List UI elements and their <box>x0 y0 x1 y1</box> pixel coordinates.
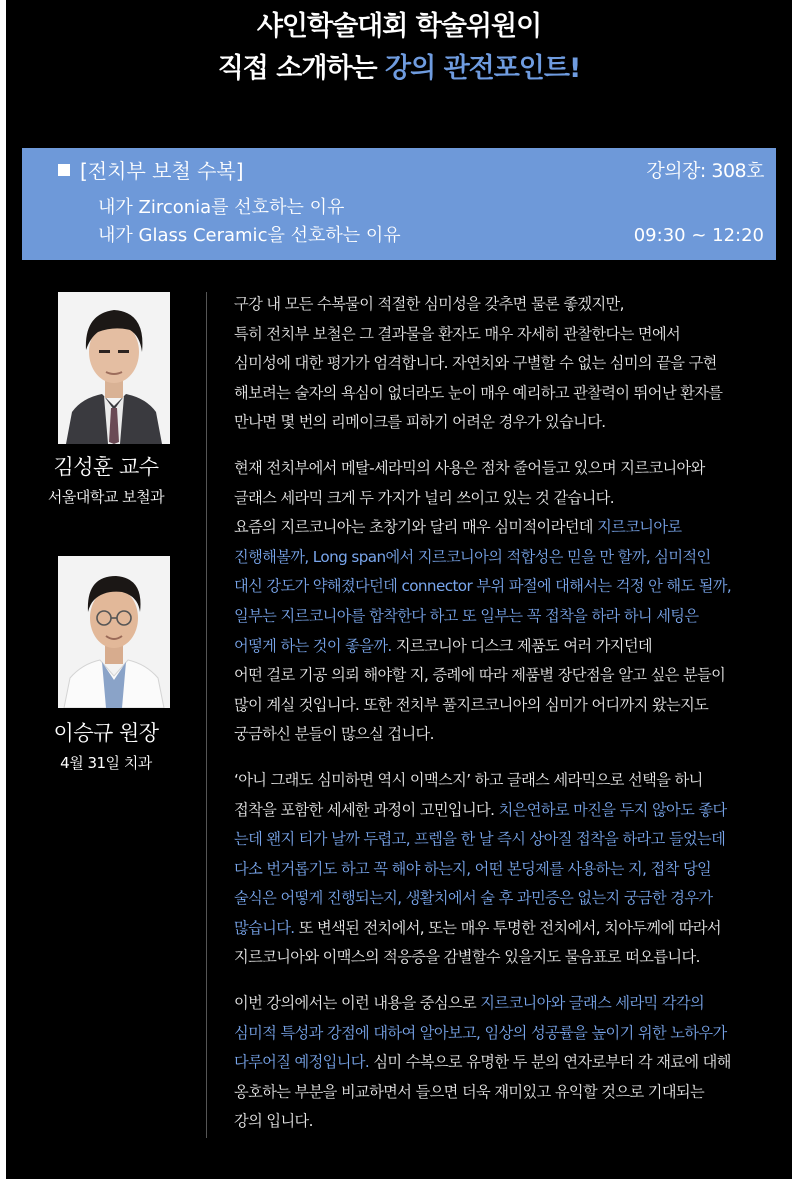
lecture-room: 강의장: 308호 <box>646 160 764 182</box>
paragraph-line <box>234 602 782 632</box>
paragraph-line <box>234 379 782 409</box>
paragraph-line <box>234 1078 782 1108</box>
speaker-photo-1 <box>58 292 170 444</box>
speaker-photo-2 <box>58 556 170 708</box>
body-text: 심미성에 대한 평가가 엄격합니다. 자연치와 구별할 수 없는 심미의 끝을 구현 <box>234 354 717 373</box>
paragraph-line <box>234 720 782 750</box>
speaker-name-2: 이승규 원장 <box>53 721 159 745</box>
highlighted-text: 지르코니아로 <box>597 518 682 537</box>
body-text: 요즘의 지르코니아는 초창기와 달리 매우 심미적이라던데 <box>234 518 598 537</box>
body-text: 궁금하신 분들이 많으실 겁니다. <box>234 725 434 744</box>
body-text: 이번 강의에서는 이런 내용을 중심으로 <box>234 994 481 1013</box>
body-text: ‘아니 그래도 심미하면 역시 이맥스지’ 하고 글래스 세라믹으로 선택을 하니 <box>234 770 703 789</box>
highlighted-text: 다루어질 예정입니다. <box>234 1053 370 1072</box>
body-text: 강의 입니다. <box>234 1112 313 1131</box>
paragraph-line <box>234 349 782 379</box>
lecture-banner <box>22 148 776 260</box>
body-text: 해보려는 술자의 욕심이 없더라도 눈이 매우 예리하고 관찰력이 뛰어난 환자를 <box>234 383 723 402</box>
paragraph-line <box>234 914 782 944</box>
title-prefix: 직접 소개하는 <box>217 53 385 84</box>
body-text: 만나면 몇 번의 리메이크를 피하기 어려운 경우가 있습니다. <box>234 413 606 432</box>
body-text: 글래스 세라믹 크게 두 가지가 널리 쓰이고 있는 것 같습니다. <box>234 488 614 507</box>
speaker-portrait-1-icon <box>58 292 170 444</box>
paragraph-line <box>234 1107 782 1137</box>
body-text: 접착을 포함한 세세한 과정이 고민입니다. <box>234 800 499 819</box>
highlighted-text: 는데 왠지 티가 날까 두렵고, 프렙을 한 날 즉시 상아질 접착을 하라고 들었는데 <box>234 830 726 849</box>
highlighted-text: 지르코니아와 글래스 세라믹 각각의 <box>480 994 705 1013</box>
paragraph-line <box>234 513 782 543</box>
column-divider <box>206 292 207 1138</box>
highlighted-text: 치은연하로 마진을 두지 않아도 좋다 <box>498 800 727 819</box>
paragraph-line <box>234 884 782 914</box>
body-text: 심미 수복으로 유명한 두 분의 연자로부터 각 재료에 대해 <box>369 1053 731 1072</box>
body-text: 지르코니아와 이맥스의 적응증을 감별할수 있을지도 물음표로 떠오릅니다. <box>234 948 700 967</box>
paragraph-line <box>234 632 782 662</box>
highlighted-text: 일부는 지르코니아를 합착한다 하고 또 일부는 꼭 접착을 하라 하니 세팅은 <box>234 606 699 625</box>
paragraph-line <box>234 320 782 350</box>
title-accent: 강의 관전포인트! <box>385 53 581 84</box>
paragraph-line <box>234 484 782 514</box>
paragraph-gap <box>234 973 782 989</box>
body-text: 어떤 걸로 기공 의뢰 해야할 지, 증례에 따라 제품별 장단점을 알고 싶은 분들이 <box>234 666 726 685</box>
lecture-topic-2: 내가 Glass Ceramic을 선호하는 이유 <box>98 225 401 246</box>
body-text: 또 변색된 전치에서, 또는 매우 투명한 전치에서, 치아두께에 따라서 <box>294 918 721 937</box>
highlighted-text: 대신 강도가 약해졌다던데 connector 부위 파절에 대해서는 걱정 안 해도 될까, <box>234 577 732 596</box>
highlighted-text: 어떻게 하는 것이 좋을까. <box>234 636 392 655</box>
highlighted-text: 다소 번거롭기도 하고 꼭 해야 하는지, 어떤 본딩제를 사용하는 지, 접착 당일 <box>234 859 712 878</box>
paragraph-line <box>234 454 782 484</box>
lecture-category: [전치부 보철 수복] <box>80 159 244 183</box>
paragraph-line <box>234 572 782 602</box>
lecture-topic-1: 내가 Zirconia를 선호하는 이유 <box>98 197 345 218</box>
paragraph-line <box>234 855 782 885</box>
highlighted-text: 진행해볼까, Long span에서 지르코니아의 적합성은 믿을 만 할까, 심미적인 <box>234 547 711 566</box>
body-text: 구강 내 모든 수복물이 적절한 심미성을 갖추면 물론 좋겠지만, <box>234 295 624 313</box>
body-text: 많이 계실 것입니다. 또한 전치부 풀지르코니아의 심미가 어디까지 왔는지도 <box>234 695 709 714</box>
lecture-panel <box>6 0 792 1179</box>
body-text: 지르코니아 디스크 제품도 여러 가지던데 <box>391 636 652 655</box>
paragraph-line <box>234 290 782 320</box>
paragraph-line <box>234 691 782 721</box>
speaker-affiliation-2: 4월 31일 치과 <box>60 754 152 772</box>
body-text: 특히 전치부 보철은 그 결과물을 환자도 매우 자세히 관찰한다는 면에서 <box>234 324 681 343</box>
lecture-description <box>234 290 782 1137</box>
highlighted-text: 술식은 어떻게 진행되는지, 생활치에서 술 후 과민증은 없는지 궁금한 경우가 <box>234 889 713 908</box>
paragraph-line <box>234 1019 782 1049</box>
body-text: 옹호하는 부분을 비교하면서 들으면 더욱 재미있고 유익할 것으로 기대되는 <box>234 1082 705 1101</box>
paragraph-line <box>234 825 782 855</box>
paragraph-line <box>234 408 782 438</box>
speaker-portrait-2-icon <box>58 556 170 708</box>
speaker-affiliation-1: 서울대학교 보철과 <box>47 488 165 506</box>
paragraph-line <box>234 661 782 691</box>
paragraph-line <box>234 943 782 973</box>
page-title <box>6 6 792 90</box>
paragraph-line <box>234 766 782 796</box>
lecture-time: 09:30 ~ 12:20 <box>633 225 764 246</box>
title-line-1: 샤인학술대회 학술위원이 <box>256 11 542 42</box>
square-bullet-icon <box>58 164 70 176</box>
paragraph-line <box>234 989 782 1019</box>
body-text: 현재 전치부에서 메탈-세라믹의 사용은 점차 줄어들고 있으며 지르코니아와 <box>234 458 705 477</box>
paragraph-line <box>234 543 782 573</box>
title-line-2 <box>6 48 792 90</box>
paragraph-line <box>234 796 782 826</box>
paragraph-line <box>234 1048 782 1078</box>
paragraph-gap <box>234 750 782 766</box>
highlighted-text: 심미적 특성과 강점에 대하여 알아보고, 임상의 성공률을 높이기 위한 노하우가 <box>234 1023 727 1042</box>
paragraph-gap <box>234 438 782 454</box>
highlighted-text: 많습니다. <box>234 918 295 937</box>
speaker-name-1: 김성훈 교수 <box>53 455 159 479</box>
